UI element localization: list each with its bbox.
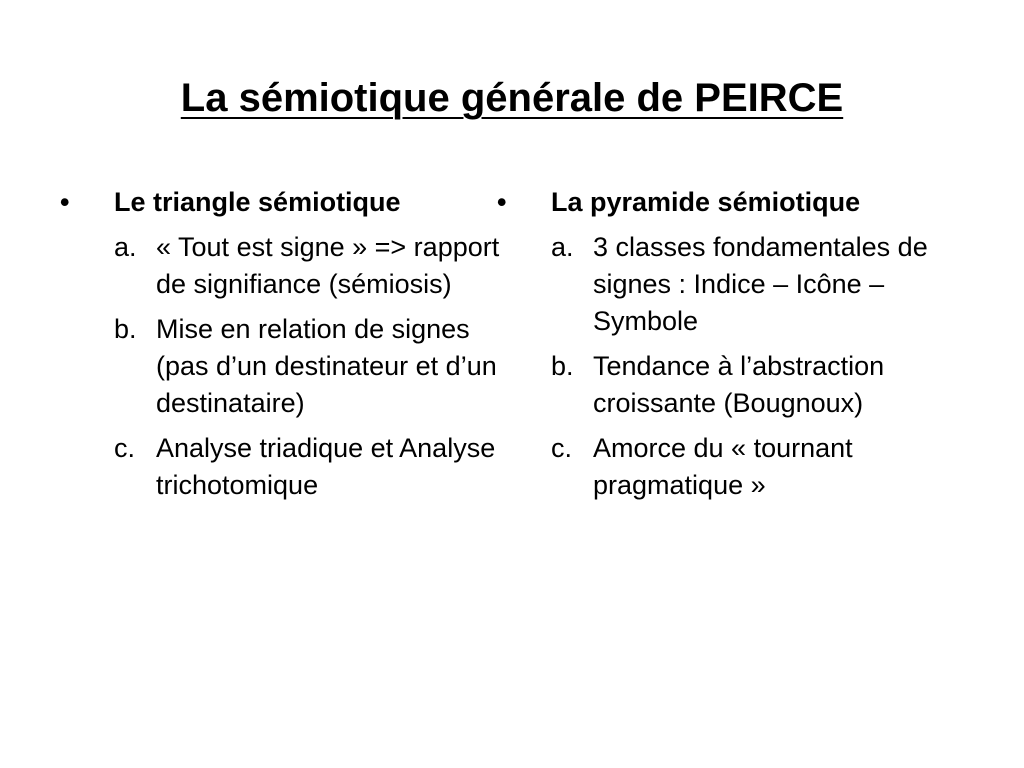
list-item [497,348,977,422]
list-item-text: 3 classes fondamentales de signes : Indice – Icône – Symbole [593,232,928,336]
bullet-icon: • [60,187,70,217]
list-item-text: Tendance à l’abstraction croissante (Bougnoux) [593,351,885,418]
slide-title: La sémiotique générale de PEIRCE [180,76,844,120]
list-marker: b. [551,351,574,381]
list-item-text: Analyse triadique et Analyse trichotomique [156,433,496,500]
list-marker: c. [114,433,136,463]
list-item [60,311,500,422]
list-marker: a. [551,232,574,262]
left-bullet-heading [60,183,500,221]
left-column [60,183,500,504]
left-sub-list [60,229,500,504]
list-item [60,229,500,303]
list-item-text: « Tout est signe » => rapport de signifiance (sémiosis) [156,232,500,299]
list-item-text: Amorce du « tournant pragmatique » [593,433,853,500]
list-marker: c. [551,433,573,463]
list-item [60,430,500,504]
right-sub-list [497,229,977,504]
right-bullet-heading [497,183,977,221]
left-heading-text: Le triangle sémiotique [114,187,401,217]
right-column [497,183,977,504]
right-heading-text: La pyramide sémiotique [551,187,861,217]
bullet-icon: • [497,187,507,217]
list-marker: a. [114,232,137,262]
list-item-text: Mise en relation de signes (pas d’un destinateur et d’un destinataire) [156,314,497,418]
list-item [497,229,977,340]
list-marker: b. [114,314,137,344]
list-item [497,430,977,504]
